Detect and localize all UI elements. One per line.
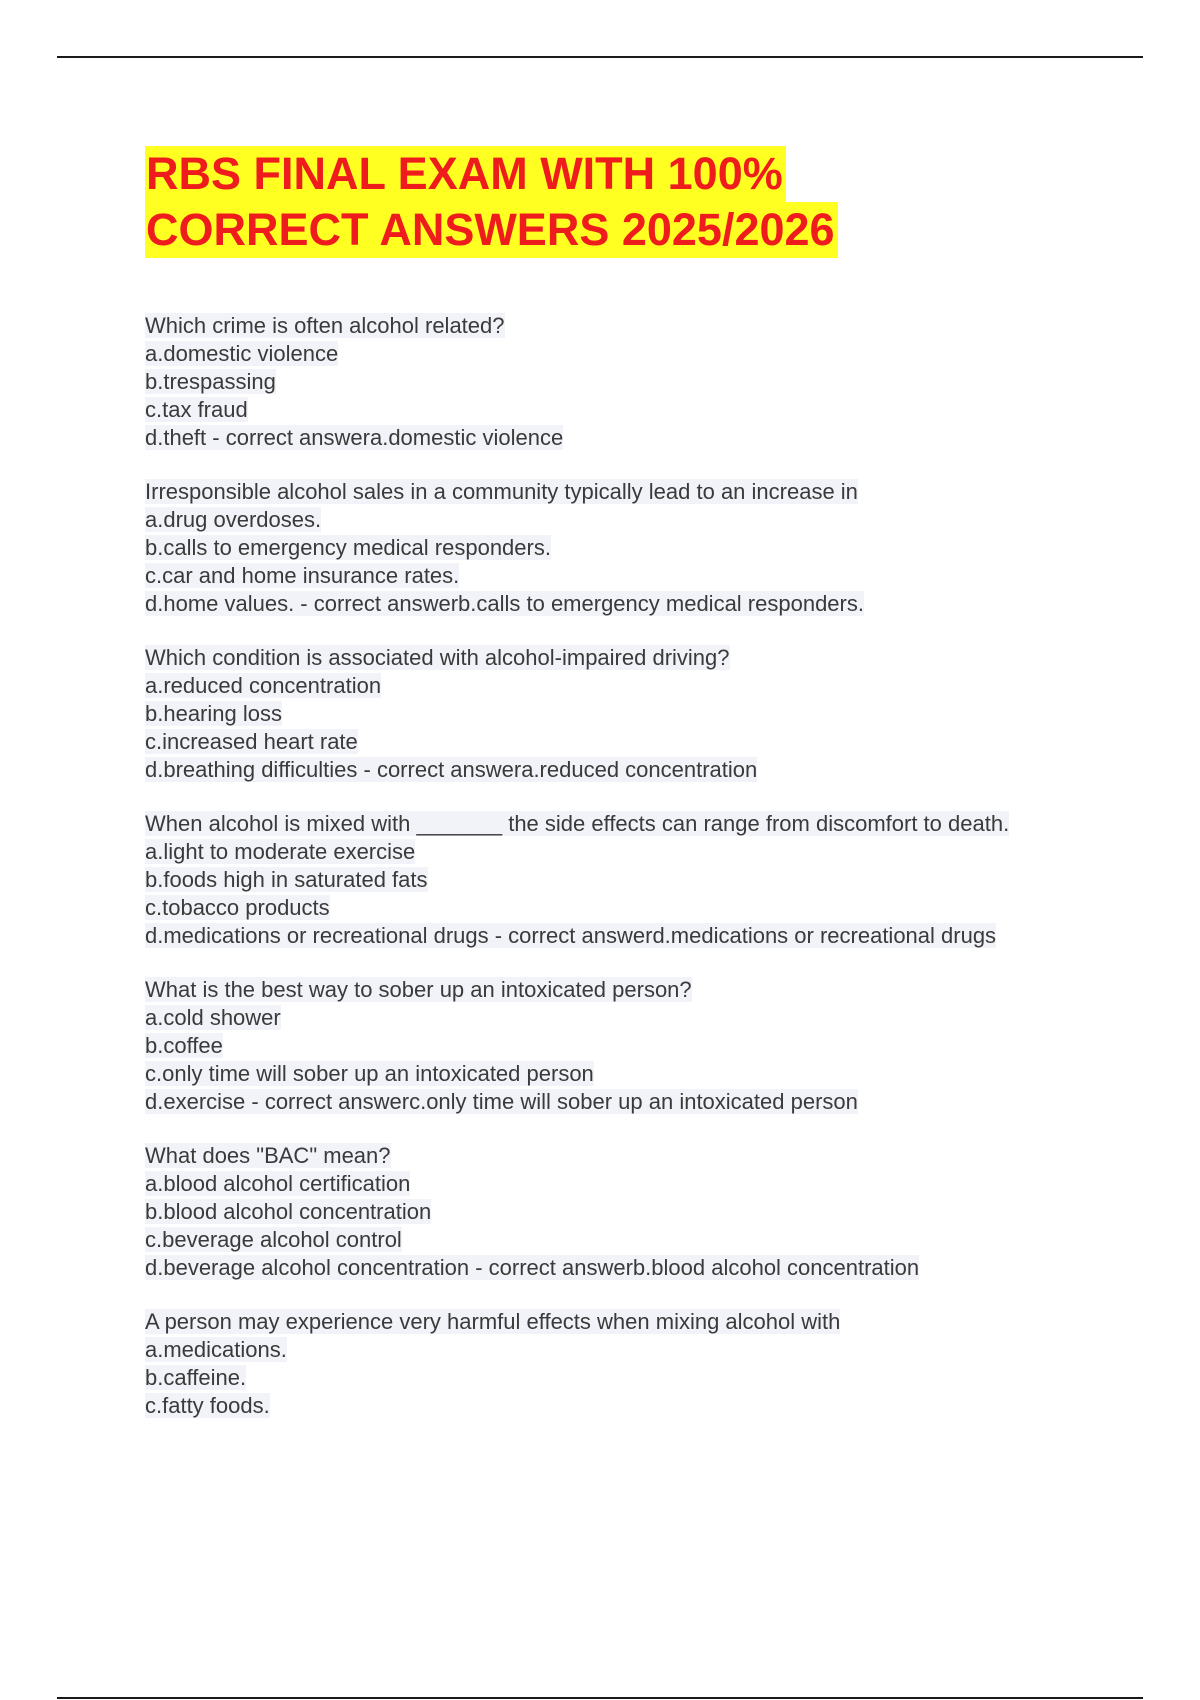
question-block (145, 1142, 1145, 1282)
option-a: a.light to moderate exercise (145, 839, 416, 864)
option-b: b.coffee (145, 1033, 223, 1058)
option-d-answer: d.breathing difficulties - correct answera.reduced concentration (145, 757, 758, 782)
option-b: b.caffeine. (145, 1365, 247, 1390)
document-title (145, 146, 838, 258)
option-c: c.car and home insurance rates. (145, 563, 460, 588)
question-text: What is the best way to sober up an intoxicated person? (145, 977, 692, 1002)
option-a: a.drug overdoses. (145, 507, 322, 532)
question-block (145, 976, 1145, 1116)
question-list (145, 312, 1145, 1446)
option-b: b.calls to emergency medical responders. (145, 535, 551, 560)
option-c: c.fatty foods. (145, 1393, 270, 1418)
question-block (145, 644, 1145, 784)
option-d-answer: d.medications or recreational drugs - correct answerd.medications or recreational drugs (145, 923, 997, 948)
option-b: b.blood alcohol concentration (145, 1199, 432, 1224)
option-a: a.reduced concentration (145, 673, 382, 698)
question-block (145, 1308, 1145, 1420)
option-a: a.blood alcohol certification (145, 1171, 411, 1196)
question-block (145, 478, 1145, 618)
option-c: c.only time will sober up an intoxicated person (145, 1061, 594, 1086)
option-a: a.domestic violence (145, 341, 339, 366)
question-text: Which condition is associated with alcohol-impaired driving? (145, 645, 730, 670)
question-text: Which crime is often alcohol related? (145, 313, 505, 338)
option-c: c.increased heart rate (145, 729, 358, 754)
footer-rule (57, 1697, 1143, 1699)
question-text: A person may experience very harmful effects when mixing alcohol with (145, 1309, 841, 1334)
option-a: a.medications. (145, 1337, 287, 1362)
question-block (145, 810, 1145, 950)
question-text: What does "BAC" mean? (145, 1143, 391, 1168)
question-text: When alcohol is mixed with _______ the side effects can range from discomfort to death. (145, 811, 1010, 836)
header-rule (57, 56, 1143, 58)
option-d-answer: d.theft - correct answera.domestic violence (145, 425, 564, 450)
option-b: b.foods high in saturated fats (145, 867, 428, 892)
question-block (145, 312, 1145, 452)
title-line-2: CORRECT ANSWERS 2025/2026 (145, 202, 838, 258)
option-d-answer: d.home values. - correct answerb.calls to emergency medical responders. (145, 591, 864, 616)
title-line-1: RBS FINAL EXAM WITH 100% (145, 146, 786, 202)
question-text: Irresponsible alcohol sales in a community typically lead to an increase in (145, 479, 858, 504)
option-b: b.trespassing (145, 369, 276, 394)
option-c: c.tobacco products (145, 895, 330, 920)
option-b: b.hearing loss (145, 701, 282, 726)
option-c: c.tax fraud (145, 397, 248, 422)
option-a: a.cold shower (145, 1005, 281, 1030)
option-d-answer: d.exercise - correct answerc.only time will sober up an intoxicated person (145, 1089, 858, 1114)
option-c: c.beverage alcohol control (145, 1227, 402, 1252)
option-d-answer: d.beverage alcohol concentration - correct answerb.blood alcohol concentration (145, 1255, 920, 1280)
